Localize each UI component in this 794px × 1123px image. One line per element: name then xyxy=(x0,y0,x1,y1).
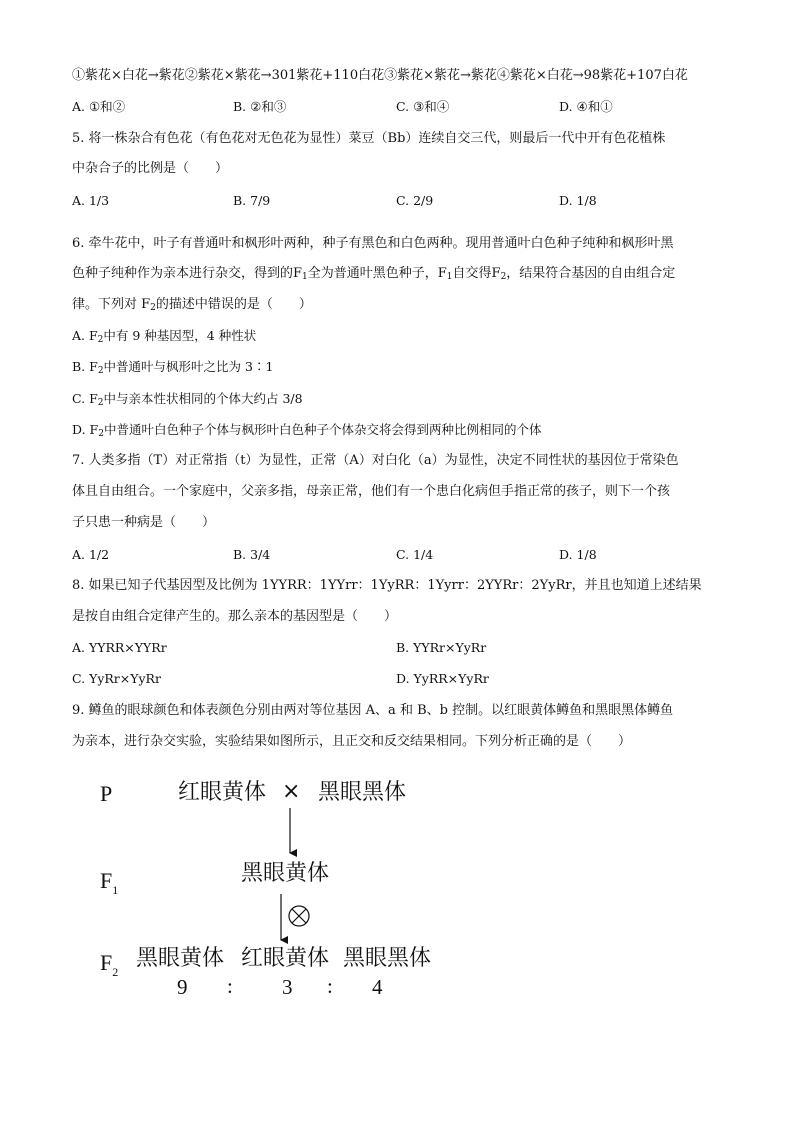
p-parent-2: 黑眼黑体 xyxy=(318,780,407,805)
q7-option-c: C. 1/4 xyxy=(396,547,434,562)
q8-option-c: C. YyRr×YyRr xyxy=(72,671,161,686)
f2-phenotype-2: 红眼黄体 xyxy=(241,946,330,971)
q8-option-b: B. YYRr×YyRr xyxy=(396,640,487,655)
ratio-value-2: 3 xyxy=(282,975,293,999)
ratio-value-1: 9 xyxy=(177,975,188,999)
q5-option-b: B. 7/9 xyxy=(233,193,271,208)
q4-option-c: C. ③和④ xyxy=(396,99,450,114)
ratio-colon-2: : xyxy=(327,974,333,998)
q7-option-d: D. 1/8 xyxy=(559,547,597,562)
q4-crosses: ①紫花×白花→紫花②紫花×紫花→301紫花+110白花③紫花×紫花→紫花④紫花×白花→98紫花+107白花 xyxy=(72,68,688,83)
p-parent-1: 红眼黄体 xyxy=(178,780,267,805)
q4-option-d: D. ④和① xyxy=(559,99,613,114)
circle-cross-icon xyxy=(289,906,309,926)
q6-option-a: A. $F_2$中有 9 种基因型，4 种性状 xyxy=(72,328,257,345)
f2-phenotype-3: 黑眼黑体 xyxy=(343,946,432,971)
q8-line-1: 8. 如果已知子代基因型及比例为 1YYRR：1YYrr：1YyRR：1Yyrr：2YYRr：2YyRr，并且也知道上述结果 xyxy=(72,578,702,593)
q6-line-1: 6. 牵牛花中，叶子有普通叶和枫形叶两种，种子有黑色和白色两种。现用普通叶白色种子纯种和枫形叶黑 xyxy=(72,236,674,251)
q6-option-d: D. $F_2$中普通叶白色种子个体与枫形叶白色种子个体杂交将会得到两种比例相同的个体 xyxy=(72,422,542,439)
q5-option-a: A. 1/3 xyxy=(72,193,110,208)
q7-line-3: 子只患一种病是（ ） xyxy=(72,515,216,530)
ratio-colon-1: : xyxy=(227,974,233,998)
q9-line-2: 为亲本，进行杂交实验，实验结果如图所示，且正交和反交结果相同。下列分析正确的是（ ） xyxy=(72,734,632,749)
q8-option-a: A. YYRR×YYRr xyxy=(72,640,167,655)
generation-f1-label: $F_1$ xyxy=(100,868,119,897)
generation-p-label: P xyxy=(100,781,113,806)
q9-line-1: 9. 鳟鱼的眼球颜色和体表颜色分别由两对等位基因 A、a 和 B、b 控制。以红眼黄体鳟鱼和黑眼黑体鳟鱼 xyxy=(72,703,674,718)
q5-option-c: C. 2/9 xyxy=(396,193,434,208)
q4-option-a: A. ①和② xyxy=(72,99,126,114)
q5-line-2: 中杂合子的比例是（ ） xyxy=(72,161,229,176)
q8-option-d: D. YyRR×YyRr xyxy=(396,671,489,686)
q4-option-b: B. ②和③ xyxy=(233,99,287,114)
q7-line-1: 7. 人类多指（T）对正常指（t）为显性，正常（A）对白化（a）为显性，决定不同性状的基因位于常染色 xyxy=(72,453,679,468)
q6-line-2: 色种子纯种作为亲本进行杂交，得到的$F_1$全为普通叶黑色种子，$F_1$自交得$F_2$，结果符合基因的自由组合定 xyxy=(72,266,676,282)
q5-line-1: 5. 将一株杂合有色花（有色花对无色花为显性）菜豆（Bb）连续自交三代，则最后一代中开有色花植株 xyxy=(72,131,666,146)
q6-line-3: 律。下列对 $F_2$的描述中错误的是（ ） xyxy=(72,297,312,313)
q6-option-c: C. $F_2$中与亲本性状相同的个体大约占 3/8 xyxy=(72,391,303,408)
f2-phenotype-1: 黑眼黄体 xyxy=(136,946,225,971)
f1-phenotype: 黑眼黄体 xyxy=(241,861,330,886)
cross-symbol: × xyxy=(282,779,301,804)
q5-option-d: D. 1/8 xyxy=(559,193,597,208)
ratio-value-3: 4 xyxy=(372,975,383,999)
q7-option-a: A. 1/2 xyxy=(72,547,110,562)
q8-line-2: 是按自由组合定律产生的。那么亲本的基因型是（ ） xyxy=(72,609,398,624)
q7-option-b: B. 3/4 xyxy=(233,547,271,562)
q6-option-b: B. $F_2$中普通叶与枫形叶之比为 3∶1 xyxy=(72,359,274,376)
q7-line-2: 体且自由组合。一个家庭中，父亲多指，母亲正常，他们有一个患白化病但手指正常的孩子，则下一个孩 xyxy=(72,484,671,499)
generation-f2-label: $F_2$ xyxy=(100,950,119,979)
